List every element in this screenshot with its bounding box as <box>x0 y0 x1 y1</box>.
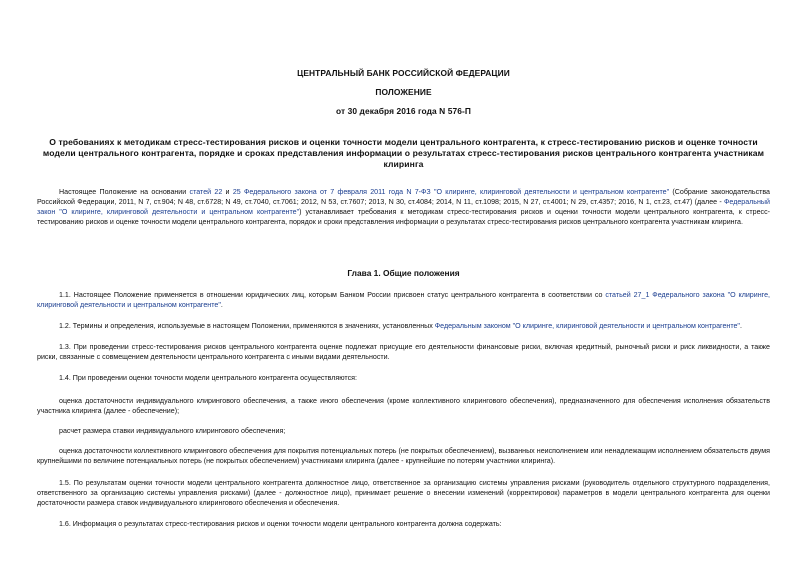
paragraph-1-1 <box>37 290 770 310</box>
intro-paragraph <box>37 187 770 227</box>
paragraph-1-4-b: расчет размера ставки индивидуального клирингового обеспечения; <box>59 427 286 435</box>
intro-text-4: ) устанавливает требования к методикам стресс-тестирования рисков и оценки точности модели центрального контрагента, к стресс-тестированию рисков и оценке точности модели центрального контрагента, порядок и сроки представления информации о результатах стресс-тестирования рисков центрального контрагента участникам клиринга. <box>37 208 770 226</box>
paragraph-1-5: 1.5. По результатам оценки точности модели центрального контрагента должностное лицо, ответственное за организацию системы управления рисками (руководитель отдельного структурного подразделения, ответственного за организацию системы управления рисками) (далее - должностное лицо), принимает решение о внесении изменений (корректировок) параметров в модели центрального контрагента для оценки достаточности размера ставок индивидуального клирингового обеспечения и обеспечения. <box>37 479 770 507</box>
paragraph-1-4: 1.4. При проведении оценки точности модели центрального контрагента осуществляются: <box>59 374 357 382</box>
p1-2-text-1: 1.2. Термины и определения, используемые в настоящем Положении, применяются в значениях, установленных <box>59 322 435 330</box>
doc-title: О требованиях к методикам стресс-тестирования рисков и оценки точности модели центрального контрагента, к стресс-тестированию рисков и оценке точности модели центрального контрагента, порядке и сроках представления информации о результатах стресс-тестирования рисков центрального контрагента участникам клиринга <box>42 137 765 169</box>
p1-2-text-2: . <box>739 322 742 330</box>
link-article-27-1[interactable]: статьей 27_1 Федерального закона "О клиринге, клиринговой деятельности и центральном контрагенте" <box>37 291 770 309</box>
paragraph-1-4-a: оценка достаточности индивидуального клирингового обеспечения, а также иного обеспечения (кроме коллективного клирингового обеспечения), предназначенного для обеспечения исполнения обязательств участника клиринга (далее - обеспечение); <box>37 397 770 415</box>
link-article-22[interactable]: статей 22 <box>189 188 223 196</box>
intro-text-2: и <box>222 188 233 196</box>
link-federal-law-25[interactable]: 25 Федерального закона от 7 февраля 2011 года N 7-ФЗ "О клиринге, клиринговой деятельности и центральном контрагенте" <box>232 188 670 196</box>
doc-date-number: от 30 декабря 2016 года N 576-П <box>335 106 472 116</box>
org-name: ЦЕНТРАЛЬНЫЙ БАНК РОССИЙСКОЙ ФЕДЕРАЦИИ <box>297 68 510 78</box>
p1-1-text-2: . <box>220 301 223 309</box>
p1-1-text-1: 1.1. Настоящее Положение применяется в отношении юридических лиц, которым Банком России присвоен статус центрального контрагента в соответствии со <box>59 291 606 299</box>
paragraph-1-4-c: оценка достаточности коллективного клирингового обеспечения для покрытия потенциальных потерь (не покрытых обеспечением), вызванных неисполнением или ненадлежащим исполнением обязательств двумя крупнейшими по величине потенциальных потерь (не покрытых обеспечением) участниками клиринга (далее - крупнейшие по потерям участники клиринга). <box>37 447 770 465</box>
paragraph-1-3: 1.3. При проведении стресс-тестирования рисков центрального контрагента оценке подлежат присущие его деятельности финансовые риски, включая кредитный, рыночный риски и риск ликвидности, а также риски, связанные с совмещением деятельности центрального контрагента с иными видами деятельности. <box>37 343 770 361</box>
link-federal-law-clearing[interactable]: Федеральным законом "О клиринге, клиринговой деятельности и центральном контрагенте" <box>434 322 740 330</box>
chapter-heading: Глава 1. Общие положения <box>347 268 460 278</box>
doc-type: ПОЛОЖЕНИЕ <box>375 87 432 97</box>
paragraph-1-6: 1.6. Информация о результатах стресс-тестирования рисков и оценки точности модели центрального контрагента должна содержать: <box>59 520 502 528</box>
intro-text-3: (Собрание законодательства Российской Федерации, 2011, N 7, ст.904; N 48, ст.6728; N 49, ст.7040, ст.7061; 2012, N 53, ст.7607; 2013, N 30, ст.4084; 2014, N 11, ст.1098; 2015, N 27, ст.4001; N 29, ст.4357; 2016, N 1, ст.23, ст.47) (далее - <box>37 188 770 206</box>
link-federal-law[interactable]: Федеральный закон "О клиринге, клиринговой деятельности и центральном контрагенте" <box>37 198 770 216</box>
paragraph-1-2 <box>37 321 770 331</box>
intro-text-1: Настоящее Положение на основании <box>59 188 190 196</box>
